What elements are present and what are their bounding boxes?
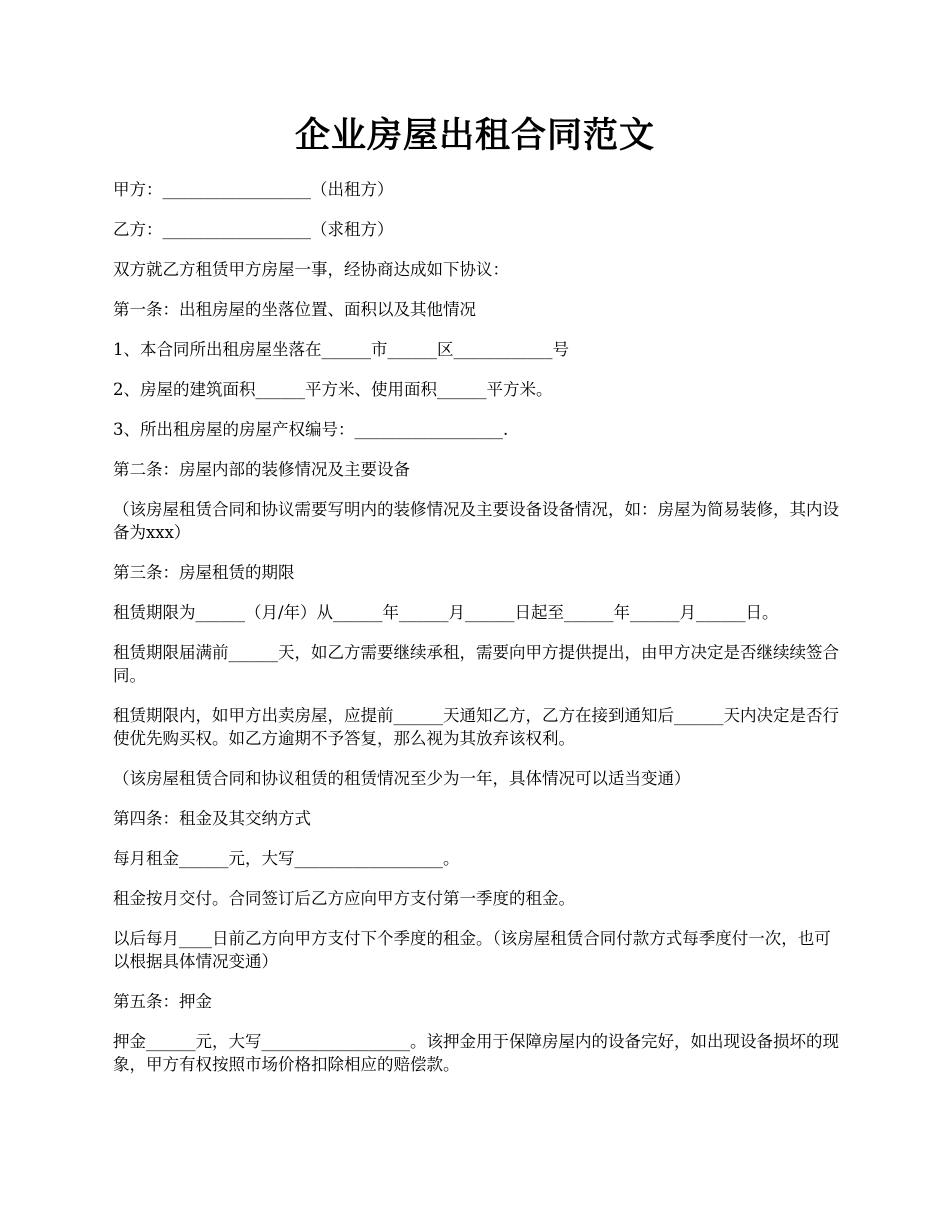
document-title: 企业房屋出租合同范文 (294, 115, 655, 156)
article-1-item-3: 3、所出租房屋的房屋产权编号：__________________. (113, 420, 509, 439)
agreement-intro: 双方就乙方租赁甲方房屋一事，经协商达成如下协议： (113, 260, 509, 279)
lease-renewal-line: 租赁期限届满前______天，如乙方需要继续承租，需要向甲方提供提出，由甲方决定是否继续续签合同。 (113, 643, 839, 685)
article-3-heading: 第三条：房屋租赁的期限 (113, 563, 295, 582)
article-3-note: （该房屋租赁合同和协议租赁的租赁情况至少为一年，具体情况可以适当变通） (113, 769, 691, 788)
monthly-rent-line: 每月租金______元，大写__________________。 (113, 849, 460, 868)
article-1-item-2: 2、房屋的建筑面积______平方米、使用面积______平方米。 (113, 380, 553, 399)
deposit-line: 押金______元，大写__________________。该押金用于保障房屋内的设备完好，如出现设备损坏的现象，甲方有权按照市场价格扣除相应的赔偿款。 (113, 1032, 839, 1074)
document-body (113, 178, 841, 1093)
article-5-heading: 第五条：押金 (113, 992, 212, 1011)
article-2-note: （该房屋租赁合同和协议需要写明内的装修情况及主要设备设备情况，如：房屋为简易装修，其内设备为xxx） (113, 500, 839, 542)
rent-schedule-line: 以后每月____日前乙方向甲方支付下个季度的租金。（该房屋租赁合同付款方式每季度付一次，也可以根据具体情况变通） (113, 929, 831, 971)
party-a-line: 甲方：__________________（出租方） (113, 180, 394, 199)
article-1-heading: 第一条：出租房屋的坐落位置、面积以及其他情况 (113, 300, 476, 319)
article-1-item-1: 1、本合同所出租房屋坐落在______市______区____________号 (113, 340, 569, 359)
article-4-heading: 第四条：租金及其交纳方式 (113, 809, 311, 828)
lease-term-line: 租赁期限为______（月/年）从______年______月______日起至______年______月______日。 (113, 603, 779, 622)
article-2-heading: 第二条：房屋内部的装修情况及主要设备 (113, 460, 410, 479)
party-b-line: 乙方：__________________（求租方） (113, 220, 394, 239)
preemptive-right-line: 租赁期限内，如甲方出卖房屋，应提前______天通知乙方，乙方在接到通知后______天内决定是否行使优先购买权。如乙方逾期不予答复，那么视为其放弃该权利。 (113, 706, 839, 748)
rent-payment-line: 租金按月交付。合同签订后乙方应向甲方支付第一季度的租金。 (113, 889, 575, 908)
